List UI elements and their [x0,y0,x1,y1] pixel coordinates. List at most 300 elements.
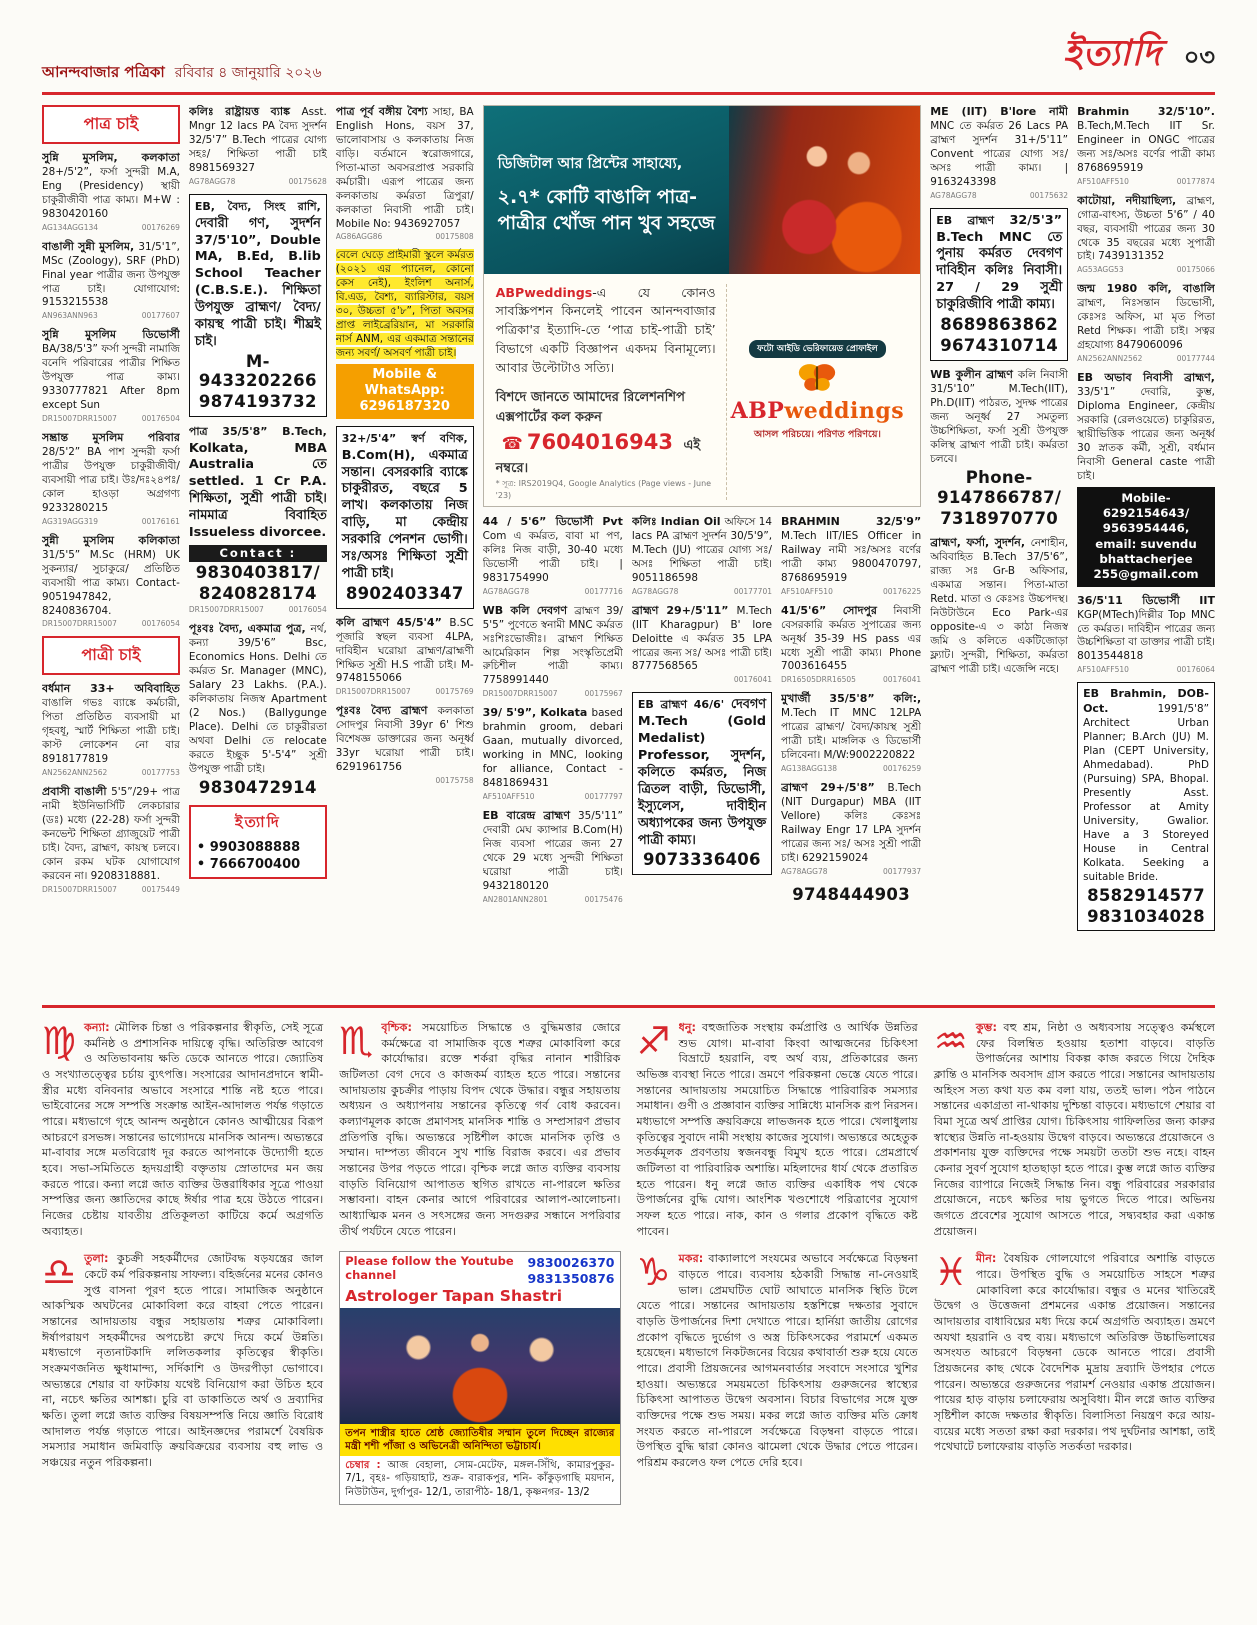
ad-body: 5'5”/29+ পাত্র নামী ইউনিভার্সিটি লেকচারার (ডঃ) মধ্যে (22-28) ফর্সা সুন্দরী কনভেন্ট শিক্ষিতা গ্র্যাজুয়েট পাত্রী চাই। বৈদ্য, ব্রাহ্মণ, কায়স্থ চলবে। কোন রকম ঘটক যোগাযোগ করবেন না। 9208318881. [42,786,180,882]
ad-text [930,105,1068,190]
section-header: পাত্রী চাই [42,636,180,675]
ad-headline: পূঃবঃ বৈদ্য, একমাত্র পুত্র, [188,622,311,636]
abp-wordmark [731,398,905,424]
ad-headline: 44 / 5'6” ডিভোর্সী Pvt [482,515,623,528]
classified-ad [483,706,623,802]
ad-code [1077,177,1215,187]
ad-text [1077,594,1215,665]
chamber-list: আজ বেহালা, সোম-মেটেফ, মঙ্গল-সিঁথি, কামারপুকুর- 7/1, বৃহঃ- গড়িয়াহাট, শুক্র- বারাকপুর, শনি- কাঁকুড়গাছি ময়দান, নিউটাউন, দুর্গাপুর- 12/1, তারাপীঠ- 18/1, কৃষ্ণনগর- 13/2 [345,1460,615,1498]
ad-body: 28/5'2” BA পাশ সুন্দরী ফর্সা পাত্রীর উপযুক্ত চাকুরীজীবী/ব্যবসায়ী পাত্র চাই। উঃ/দঃ২৪পঃ/কোল হাওড়া অগ্রগণ্য 9233280215 [42,446,180,514]
ad-body: 31/5'1”, MSc (Zoology), SRF (PhD) Final year পাত্রীর জন্য উপযুক্ত পাত্র চাই। যোগাযোগ: 9153215538 [42,240,180,309]
masthead-right [1063,26,1215,86]
contact-line: email: suvendu [1095,536,1197,551]
horoscope-aquarius [934,1020,1215,1239]
ad-code [483,689,623,699]
horoscope-scorpio [339,1020,620,1239]
ad-code-left: DR15007DRR15007 [188,605,264,615]
ad-code-left: DR15007DRR15007 [335,687,411,697]
ad-headline: 32+/5'4” স্বর্ণ বণিক, [341,431,468,445]
classified-ad [336,249,474,418]
ad-code [336,776,474,786]
ad-code-left: AG138AGG138 [781,764,838,774]
ad-code-right: 00175967 [584,689,623,699]
ad-code-left: AN2562ANN2562 [42,768,108,778]
ad-code-left: AG53AGG53 [1077,265,1124,275]
ad-code-right: 00177753 [141,768,180,778]
sign-name-sagittarius: ধনু: [678,1021,696,1034]
abp-ad-top [484,106,921,274]
ad-code-right: 00177607 [141,311,180,321]
ad-code-left: AG134AGG134 [42,222,99,232]
ad-code-right: 00176041 [733,675,773,685]
ad-body: based brahmin groom, debari Gaan, mutually divorced, working in MNC, looking for alliance, Contact - 8481869431 [482,707,623,790]
virgo-icon: ♍ [42,1019,77,1063]
ad-text [42,431,180,516]
classified-ad [42,682,180,778]
horoscope-virgo [42,1020,323,1239]
ad-text [342,431,468,583]
ad-body: 33/5'1” দেবারি, কুম্ভ, Diploma Engineer, কেন্দ্রীয় সরকারি (রেলওয়েতে) চাকুরিরত, স্থায়ীভিত্তিক পাত্রের জন্য অনূর্ধ্ব 30 স্নাতক কর্মী, সুশ্রী, বর্ধমান নিবাসী General caste পাত্রী চাই। [1077,386,1215,482]
masthead [42,26,1215,95]
horoscope-capricorn [637,1251,918,1470]
ad-code-right: 00177701 [733,586,773,596]
abp-headline-line1: ডিজিটাল আর প্রিন্টের সাহায্যে, [497,156,683,173]
forecast-sagittarius: বহুজাতিক সংস্থায় কর্মপ্রাপ্তি ও আর্থিক উন্নতির শুভ যোগ। মা-বাবা কিংবা আত্মজনের চিকিৎসা বিভ্রাটে হয়রানি, বহু অর্থ ব্যয়, প্রতিকারের জন্য অভিজ্ঞ ব্যবস্থা নিতে পারে। ভ্রমণে পরিকল্পনা ভেস্তে যেতে পারে। সন্তানের আদায়তায় সময়োচিত সিদ্ধান্তে পারিবারিক সমস্যার সমাধান। গুণী ও প্রজ্ঞাবান ব্যক্তির সান্নিধ্যে মানসিক রূপ নিরসন। মধ্যভাগে সম্পত্তি ক্রয়বিক্রয়ে লাভজনক হতে পারে। খেলাধুলায় কৃতিত্বের সুবাদে নামী সংস্থায় কাজের সুযোগ। অভ্যন্তরে অহেতুক সতর্কমূলক প্রবণতায় স্বজনবন্ধু বিমুখ হতে পারে। প্রেমপ্রার্থে জটিলতা বা পারিবারিক অশান্তি। মহিলাদের ধার্য থেকে প্রতারিত হতে পারেন। ধনু লগ্নে জাত ব্যক্তির একাধিক পথ থেকে উপার্জনের বুদ্ধি যোগ। আংশিক খণ্ডশোধে পরিত্রাণের সুযোগ সফল হতে পারে। নাক, কান ও গলার প্রকোপ বৃদ্ধিতে কষ্ট পাবেন। [636,1021,918,1238]
ad-body: 28+/5'2”, ফর্সা সুন্দরী M.A, Eng (Presidency) স্থায়ী চাকুরীজীবী পাত্র কাম্য। M+W : 9830420160 [42,165,180,220]
ad-headline: EB অভাব নিবাসী ব্রাহ্মণ, [1077,371,1215,385]
ad-code-left: AG78AGG78 [930,190,977,200]
ad-body: দেবগণ M.Tech (Gold Medalist) Professor, সুদর্শন, কলিতে কর্মরত, নিজ ত্রিতল বাড়ী, ডিভোর্সী, ইস্যুলেস, দাবীহীন অধ্যাপকের জন্য উপযুক্ত পাত্রী কাম্য। [637,697,767,848]
classified-ad [632,515,772,597]
classified-column-7 [930,105,1068,993]
classified-ad [781,692,921,774]
ad-headline: 36/5'11 ডিভোর্সী IIT [1077,593,1215,607]
ad-text [1077,194,1215,265]
abp-ad-copy [496,284,716,500]
sign-name-pisces: মীন: [975,1252,997,1266]
ad-text [1077,282,1215,353]
ad-code-right: 00175628 [288,176,327,186]
phone-number: 9830403817/ [195,563,320,583]
youtube-channel-name: Astrologer Tapan Shastri [345,1286,563,1305]
ad-code-right: 00177874 [1176,176,1215,186]
ad-headline: বাঙালী সুন্নী মুসলিম, [42,239,139,253]
ad-code [1077,665,1215,675]
ad-headline: ME (IIT) B'lore নামী [930,105,1069,118]
abp-headline-line2: ২.৭* কোটি বাঙালি পাত্র-পাত্রীর খোঁজ পান খুব সহজে [497,186,716,234]
ad-body: বাঙালি গভঃ ব্যাঙ্কে কর্মচারী, পিতা প্রতিষ্ঠিত ব্যবসায়ী মা গৃহবধূ, স্মার্ট শিক্ষিতা পাত্রী চাই। কাস্ট লোকেশন নো বার 8918177819 [42,697,180,766]
ad-code [632,675,772,685]
classified-ad [781,515,921,597]
ad-code-left: AN2562ANN2562 [1077,354,1143,364]
ad-text [781,604,921,675]
phone-number: 9674310714 [940,335,1059,355]
ad-body: সাহা, BA English Hons, বয়স 37, ভালোবাসায় ও কলকাতায় নিজ বাড়ি। বর্তমানে স্বরোজগারে, পিতা-মাতা অবসরপ্রাপ্ত সরকারি কর্মচারী। এরূপ পাত্রের জন্য কলকাতায় কর্মরতা ত্রিপুরা/কলকাতা নিবাসী পাত্রী চাই। Mobile No: 9436927057 [335,106,474,230]
contact-line: 6296187320 [359,399,450,415]
ad-body: কলি নিবাসী 31/5'10” M.Tech(IIT), Ph.D(IIT) পাঠরত, সুদক্ষ পাত্রের জন্য অনূর্ধ্ব 27 সমতুল্য উচ্চশিক্ষিতা, ফর্সা সুশ্রী উপযুক্ত কলিস্থ ব্রাহ্মণ পাত্রী চাই। কর্মরতা চলবে। [930,368,1069,465]
ad-text [930,536,1068,676]
ad-code [42,223,180,233]
ad-body: 31/5'5” M.Sc (HRM) UK সুকন্যার/ সুচাকুরে/ প্রতিষ্ঠিত ব্যবসায়ী পাত্র কাম্য। Contact- 9051947842, 8240836704. [42,548,180,617]
phone-number: 9147866787/ [937,488,1062,508]
ad-headline: EB Brahmin, DOB- Oct. [1083,687,1209,716]
ad-headline: ব্রাহ্মণ 29+/5'11” [631,603,737,617]
astrologer-phones [528,1255,615,1286]
forecast-virgo: মৌলিক চিন্তা ও পরিকল্পনার স্বীকৃতি, সেই সূত্রে কর্মনিষ্ঠ ও প্রশাসনিক দায়িত্বে বৃদ্ধি। অতিরিক্ত আবেগ ও অতিভাবনায় ক্ষতি ডেকে আনতে পারে। জ্যোতিষ ও সংখ্যাতত্ত্বের চর্চায় ব্যুৎপত্তি। সংসারের আদানপ্রদানে স্বামী-স্ত্রীর মধ্যে বনিবনার অভাবে সংসারে শান্তি নষ্ট হতে পারে। ভাইবোনের সঙ্গে সম্পত্তি সংক্রান্ত আইন-আদালত পর্যন্ত গড়াতে পারে। মধ্যভাগে গৃহে আনন্দ অনুষ্ঠানে কোনও আত্মীয়ের বিরূপ আচরণে রসভঙ্গ। সন্তানের ভাগ্যোদয়ে মানসিক আনন্দ। অভ্যন্তরে মা-বাবার সঙ্গে মতবিরোধ দূর করতে আপনাকে উদ্যোগী হতে হবে। সভা-সমিতিতে হৃদয়গ্রাহী বক্তৃতায় স্রোতাদের মন জয় করতে পারে। কন্যা লগ্নে জাত ব্যক্তির উত্তরাধিকার সূত্রে পাওয়া সম্পত্তির জন্য জ্ঞাতিদের কাছে ঈর্ষার পাত্র হয়ে উঠতে পারেন। নিজের চেষ্টায় যাবতীয় প্রতিকূলতা কাটিয়ে কর্মে অগ্রগতি অব্যাহত। [42,1021,324,1238]
ad-code [42,619,180,629]
contact-line: WhatsApp: [364,383,445,399]
butterfly-icon [794,362,840,394]
ad-text [483,515,623,586]
classified-ad [336,426,474,609]
ad-text [195,199,321,351]
classified-ad [632,692,772,875]
ad-text [42,682,180,767]
phone-number: 8582914577 [1087,885,1205,905]
classified-ad [42,328,180,424]
classified-ad [781,884,921,905]
abp-helpline [502,430,673,454]
ad-code-left: AG78AGG78 [188,176,236,186]
ad-body: নেশাহীন, অবিবাহিত B.Tech 37/5'6”, রাজ্য সঃ Gr-B অফিসার, একমাত্র সন্তান। পিতা-মাতা Retd. মাতা ও কেঃসঃ উচ্চপদস্থ। নিউটাউনে Eco Park-এর opposite-এ ৩ কাঠা নিজস্ব জমি ও কলিতে একটিজোড়া ফ্ল্যাট। সুন্দরী, শিক্ষিতা, কর্মরতা ব্রাহ্মণ পাত্রী চাই। এজেন্সি নহে। [930,537,1069,675]
libra-icon: ♎ [42,1250,77,1295]
ad-code-right: 00176064 [1176,665,1215,675]
astrologer-phone-1: 9830026370 [527,1255,615,1271]
classified-ad [189,622,327,797]
newspaper-name: আনন্দবাজার পত্রিকা [42,63,165,81]
abp-tagline: আসল পরিচয়ে। পরিণত পরিণয়ে। [753,429,881,441]
abp-call-to-action [496,388,716,478]
ad-body: ব্রাহ্মণ, নিঃসন্তান ডিভোর্সী, কেঃসঃ অফিস, মা মৃত পিতা Retd শিক্ষক। পাত্রী চাই। সত্বর গ্রহযোগ্য 8479060096 [1077,297,1215,352]
abp-body-rest: -এ যে কোনও সাবস্ক্রিপশন কিনলেই পাবেন আনন্দবাজার পত্রিকা'র ইত্যাদি-তে ‘পাত্র চাই-পাত্রী চাই’ বিভাগে একটি বিজ্ঞাপন একদম বিনামূল্যে। আবার উল্টোটাও সত্যি। [495,284,716,376]
ad-code [483,587,623,597]
ad-code [781,867,921,877]
classified-ad [42,240,180,322]
ad-code-left: DR16505DRR16505 [781,675,856,685]
classified-ad [189,194,327,417]
center-sub-columns [483,515,922,993]
ad-text [42,151,180,222]
ad-code-right: 00176504 [141,414,180,424]
ad-headline: ব্রাহ্মণ 29+/5'8” [781,781,888,795]
youtube-ad-header [340,1252,619,1286]
ad-code-left: DR15007DRR15007 [482,689,558,699]
masthead-left [42,61,322,86]
ad-headline: বর্ধমান 33+ অবিবাহিত [42,682,180,696]
award-ceremony-photo [340,1308,619,1424]
ad-body: M.Tech (IIT Kharagpur) B' lore Deloitte এ কর্মরত 35 LPA পাত্রের জন্য সঃ/ অসঃ পাত্রী চাই। 8777568565 [631,604,773,673]
aquarius-icon: ♒ [933,1019,968,1063]
ad-headline: ব্রাহ্মণ, ফর্সা, সুদর্শন, [930,536,1031,550]
contact-box [1077,487,1215,587]
contact-line: 9563954446, [1102,521,1190,536]
ad-code-right: 00176054 [288,605,327,615]
abp-cta-tail: এই নম্বরে। [495,438,701,476]
ad-text [483,809,623,894]
ad-code-left: AF510AFF510 [1077,176,1129,186]
ad-text [781,692,921,763]
ad-code-right: 00176161 [141,516,180,526]
ad-body: ব্রাহ্মণ 39/ 5'5” পুণেতে স্বনামী MNC কর্মরত সঃশিঃভোজীঃ। ব্রাহ্মণ শিক্ষিত আমেরিকান শিল্প সংস্কৃতিপ্রেমী রুচিশীল পাত্রী কাম্য। 7758991440 [482,604,623,687]
classified-ad [42,785,180,895]
classified-ad [189,424,327,616]
phone-number: 8689863862 [940,315,1059,335]
photo-caption: তপন শাস্ত্রীর হাতে শ্রেষ্ঠ জ্যোতিষীর সম্মান তুলে দিচ্ছেন রাজ্যের মন্ত্রী শশী পাঁজা ও অভিনেত্রী অনিন্দিতা ভট্টাচার্য। [340,1424,619,1457]
ad-headline: প্রবাসী বাঙালী [42,785,112,799]
abp-cta-line2: এক্সপার্টের কল করুন [495,409,602,425]
ad-headline: সম্ভ্রান্ত মুসলিম পরিবার [42,431,180,445]
ad-body: ব্রাহ্মণ, গোত্র-বাৎস্য, উচ্চতা 5'6” / 40 বছর, ব্যবসায়ী পাত্রের জন্য 30 থেকে 35 বছরের মধ্যে সুপাত্রী চাই। 7439131352 [1077,194,1215,263]
forecast-aquarius: বহু শ্রম, নিষ্ঠা ও অধ্যবসায় সত্ত্বেও কর্মস্থলে ফের বিলম্বিত হওয়ায় হতাশা বাড়বে। বাড়তি উপার্জনের আশায় বিকল্প কাজ করতে গিয়ে দৈহিক ক্লান্তি ও মানসিক অবসাদ গ্রাস করতে পারে। সন্তানের আদায়তায় অহিংস সত্য কথা যত কম বলা যায়, ততই ভাল। পঠন পাঠনে সন্তানের একাগ্রতা না-থাকায় দুশ্চিন্তা বাড়বে। মধ্যভাগে শেয়ার বা বিমা সূত্রে অর্থ প্রাপ্তির যোগ। চিকিৎসায় গাফিলতির জন্য কারুর স্বাস্থ্যের উন্নতি না-হওয়ায় উদ্বেগ বাড়বে। অভ্যন্তরে প্রয়োজনে ও প্রকাশনায় যুক্ত ব্যক্তিদের পক্ষে সময়টা ততটা শুভ নহে। বাহন কেনার সুবর্ণ সুযোগ হাতছাড়া হতে পারে। কুম্ভ লগ্নে জাত ব্যক্তির নিজের ব্যাপারে নিজেই সিদ্ধান্ত নিন। বন্ধু পরিবারের সরকারার প্রয়োজনে, নচেৎ ক্ষতির দায় ভুগতে দিতে পারে। অভিনয় জগতে প্রবেশের সুযোগ আসতে পারে, সদ্ব্যবহার করা একান্ত প্রয়োজন। [933,1021,1215,1238]
ad-code [632,587,772,597]
ad-text [189,424,327,542]
classified-ad [781,781,921,877]
youtube-follow-line: Please follow the Youtube channel [345,1254,514,1283]
ad-code [189,605,327,615]
edition-date: রবিবার ৪ জানুয়ারি ২০২৬ [174,65,322,81]
ad-code-left: AG86AGG86 [335,232,383,242]
ad-body: B.Tech (NIT Durgapur) MBA (IIT Vellore) কলিঃ কেঃসঃ Railway Engr 17 LPA সুদর্শন পাত্রের জন্য সঃ/ অসঃ সুশ্রী পাত্রী চাই। 6292159024 [781,782,922,864]
pisces-icon: ♓ [933,1250,968,1295]
contact-line: Mobile- [1121,490,1171,505]
sagittarius-icon: ♐ [636,1019,671,1063]
ad-code-left: AF510AFF510 [781,586,833,596]
ad-code-left: DR15007DRR15007 [42,884,117,894]
ad-headline: EB বারেন্দ্র ব্রাহ্মণ [482,809,579,823]
ad-code [483,895,623,905]
ad-code-left: AN2801ANN2801 [482,894,548,904]
ad-text [1083,687,1209,884]
ad-body: Com এ কর্মরত, বাবা মা পণ, কলিঃ নিজ বাড়ী, 30-40 মধ্যে ডিভোর্সী পাত্রী চাই। | 9831754990 [482,529,623,584]
classified-ad [336,616,474,698]
ad-headline: পাত্র 35/5'8” B.Tech, [188,424,327,438]
phone-number: 9748444903 [792,884,910,904]
ad-headline: কলিঃ রাষ্ট্রায়ত্ত ব্যাঙ্ক [188,105,302,118]
ad-text [483,604,623,689]
ad-code-left: AG319AGG319 [42,516,99,526]
ad-code [42,517,180,527]
ad-text [42,785,180,884]
ad-code [930,191,1068,201]
abp-cta-line1: বিশদে জানতে আমাদের রিলেশনশিপ [495,390,685,405]
abp-wordmark-abp: ABP [730,398,785,425]
classified-column-6 [781,515,921,993]
ad-text [189,105,327,176]
ad-code [336,687,474,697]
ad-text [1077,105,1215,176]
classifieds-area [42,105,1215,993]
phone-number: 9830472914 [198,777,317,797]
wedding-couple-photo [729,106,920,274]
ad-headline: Brahmin 32/5'10”. [1077,105,1215,118]
abp-weddings-logo [726,284,909,500]
ad-text [42,328,180,413]
ad-code [42,768,180,778]
classified-ad [336,105,474,242]
ad-code-right: 00175808 [435,232,474,242]
ityadi-contact-box [189,805,327,879]
ad-body: Asst. Mngr 12 lacs PA বৈদ্য সুদর্শন 32/5'7” B.Tech পাত্রের যোগ্য সহঃ/ শিক্ষিতা পাত্রী চাই 8981569327 [188,106,327,174]
ad-text [632,515,772,586]
ityadi-title: ইত্যাদি [234,812,281,831]
ad-code [1077,354,1215,364]
classified-ad [42,151,180,233]
ad-code-right: 00175632 [1029,190,1069,200]
classified-ad [483,809,623,905]
classified-column-4 [483,515,623,993]
ad-headline: WB কুলীন ব্রাহ্মণ [930,367,1018,381]
verified-badge: ফটো আইডি ভেরিফায়েড প্রোফাইল [749,340,886,358]
contact-label: Contact : [189,545,327,562]
horoscope-sagittarius [637,1020,918,1239]
page-number: ০৩ [1183,43,1215,71]
telephone-icon: ☎ [501,434,523,454]
ad-headline: পাত্র পূর্ব বঙ্গীয় বৈশ্য [335,105,433,118]
ad-body: কলকাতা সোদপুর নিবাসী 39yr 6' শিশু বিশেষজ্ঞ ডাক্তারের জন্য অনূর্ধ্ব 33yr ঘরোয়া পাত্রী চাই। 6291961756 [335,705,474,774]
sign-name-scorpio: বৃশ্চিক: [381,1021,412,1034]
sign-name-virgo: কন্যা: [84,1021,110,1034]
contact-line: 6292154643/ [1102,506,1190,521]
contact-line: bhattacherjee [1099,552,1193,567]
ad-text [42,534,180,619]
ad-code-left: AG78AGG78 [631,586,679,596]
chamber-label: চেম্বার : [345,1460,381,1472]
ad-text [781,781,921,866]
classified-ad [930,105,1068,201]
abp-footnote: * সূত্র: IRS2019Q4, Google Analytics (Page views - June '23) [495,479,712,500]
ad-text [632,604,772,675]
ad-code [781,675,921,685]
classified-ad [1077,105,1215,187]
classified-ad [1077,194,1215,276]
ad-headline: কলিঃ Indian Oil [631,515,725,528]
contact-line: 255@gmail.com [1093,567,1199,582]
ad-body: 32/5'3” B.Tech MNC তে পুনায় কর্মরত দেবগণ দাবিহীন কলিঃ নিবাসী। 27 / 29 সুশ্রী চাকুরিজীবি পাত্রী কাম্য। [936,212,1063,313]
phone-number: 8240828174 [198,584,317,604]
classified-ad [189,105,327,187]
classified-ad [930,368,1068,529]
ad-body: BA/38/5'3” ফর্সা সুন্দরী নামাজি বনেদি পরিবারের পাত্রীর শিক্ষিত উপযুক্ত পাত্র কাম্য। 9330777821 After 8pm except Sun [42,343,180,412]
classified-ad [336,704,474,786]
ad-headline: কাটোয়া, নদীয়াছিল্য, [1077,193,1187,207]
classified-ad [930,536,1068,676]
classified-ad [930,208,1068,361]
abp-weddings-ad [483,105,922,507]
horoscope-column-2 [339,1020,620,1505]
ad-code-right: 00175476 [584,894,623,904]
sign-name-capricorn: মকর: [678,1252,704,1266]
section-title: ইত্যাদি [1062,32,1162,74]
phone-number: Phone- [965,467,1033,487]
abp-ad-bottom [484,274,921,506]
ad-headline: পূঃবঃ বৈদ্য ব্রাহ্মণ [335,704,438,718]
ad-body: বেলে ঘেড়ে প্রাইমারী স্কুলে কর্মরত (২০২১ এর প্যানেল, কোনো কেস নেই), ইংলিশ অনার্স, বি.এড, বৈশ্য, ব্যারিস্টার, বয়স ৩০, উচ্চতা ৫'৮”, পিতা অবসর প্রাপ্ত লাইব্রেরিয়ান, মা সরকারি নার্স ANM, এর একমাত্র সন্তানের জন্য সবর্ণ/ অসবর্ণ পাত্রী চাই। [335,249,474,360]
classified-ad [1077,682,1215,931]
ad-headline: 39/ 5'9”, Kolkata [482,706,592,720]
ad-code-right: 00177797 [584,792,623,802]
sign-name-libra: তুলা: [84,1252,109,1266]
ad-code-right: 00175769 [435,687,474,697]
ad-text [336,105,474,231]
ad-code-right: 00177744 [1176,354,1215,364]
ad-body: 1991/5'8” Architect Urban Planner; B.Arch (JU) M. Plan (CEPT University, Ahmedabad). PhD (Pursuing) SPA, Bhopal. Presently Asst. Professor at Amity University, Gwalior. Have a 3 Storeyed House in Central Kolkata. Seeking a suitable Bride. [1083,703,1209,883]
ad-code [483,792,623,802]
ad-code [42,414,180,424]
contact-line: Mobile & [372,366,438,382]
ad-code [42,311,180,321]
ad-text [638,697,766,849]
phone-number: M- 9433202266 [198,351,317,390]
ad-text [781,515,921,586]
ad-headline: সুন্নি মুসলিম, কলকাতা [42,151,180,164]
ad-code-right: 00177937 [883,866,922,876]
horoscope-libra [42,1251,323,1470]
abp-wordmark-weddings: weddings [784,398,905,425]
classified-column-2 [189,105,327,993]
horoscope-section [42,1005,1215,1505]
ad-headline: BRAHMIN 32/5'9” [781,515,922,528]
ad-code-left: AN963ANN963 [42,311,98,321]
whatsapp-contact-box [336,364,474,419]
ad-code-left: DR15007DRR15007 [42,414,117,424]
ad-code-right: 00177716 [584,586,623,596]
ad-text [336,249,474,361]
phone-number: 9874193732 [198,391,317,411]
ad-body: KGP(MTech)দিল্লীর Top MNC তে কর্মরত। দাবিহীন পাত্রের জন্য উচ্চশিক্ষিতা বা ডাক্তার পাত্রী চাই। 8013544818 [1077,608,1215,663]
classified-ad [483,604,623,700]
ad-code-right: 00175758 [435,776,474,786]
ad-code [42,885,180,895]
chamber-schedule [340,1456,619,1504]
phone-number: 8902403347 [345,583,464,603]
phone-number: 9831034028 [1087,906,1205,926]
horoscope-column-4 [934,1020,1215,1505]
ad-text [1077,371,1215,484]
ad-code-left: AF510AFF510 [482,792,535,802]
forecast-libra: কুচক্রী সহকর্মীদের জোটবদ্ধ ষড়যন্ত্রের জাল কেটে কর্ম পরিকল্পনায় সাফল্য। বহির্জনের মনের কোনও সুপ্ত বাসনা পূরণ হতে পারে। সামাজিক অনুষ্ঠানে আকস্মিক অঘটনের মোকাবিলা করে বাহবা পেতে পারেন। সন্তানের আদায়তায় বন্ধুর সহায়তায় শত্রুর মোকাবিলা। ঈর্ষাপরায়ণ সহকর্মীদের অপচেষ্টা রুখে দিয়ে কর্মে উন্নতি। মধ্যভাগে নৃত্যনাটকাদি ললিতকলার কৃতিত্বের স্বীকৃতি। সংক্রমণজনিত ক্ষুধামান্দ্য, সর্দিকাশি ও উদরপীড়া ভোগাবে। অভ্যন্তরে শেয়ার বা ফাটকায় যথেষ্ট বিনিয়োগ করা উচিত হবে না, নচেৎ ক্ষতির আশঙ্কা। চুরি বা ডাকাতিতে অর্থ ও দ্রব্যাদির ক্ষতি। তুলা লগ্নে জাত ব্যক্তির বিষয়সম্পত্তি নিয়ে জ্ঞাতি বিরোধ আদালত পর্যন্ত গড়াতে পারে। আইনজ্ঞদের পরামর্শে বৈষয়িক সমস্যার সমাধান জমিবাড়ি ক্রয়বিক্রয়ের ব্যবসায় বহু লাভ ও সঞ্চয়ের নতুন পরিকল্পনা। [42,1252,324,1470]
ad-code-right: 00176041 [883,675,922,685]
abp-helpline-number: 7604016943 [526,430,673,454]
classified-ad [42,534,180,630]
ad-code-right: 00176225 [883,586,922,596]
abp-headline-block [484,106,730,274]
classified-ad [483,515,623,597]
ad-code-left: AG78AGG78 [781,866,828,876]
classified-column-1 [42,105,180,993]
ad-body: M.Tech IIT/IES Officer in Railway নামী সঃ/অসঃ বর্ণের পাত্রী কাম্য 9800470797, 8768695919 [781,529,922,584]
ad-headline: WB কলি দেবগণ [482,603,575,617]
scorpio-icon: ♏ [339,1019,374,1063]
forecast-capricorn: বাক্যালাপে সংযমের অভাবে সর্বক্ষেত্রে বিড়ম্বনা বাড়তে পারে। ব্যবসায় হঠকারী সিদ্ধান্ত না-নেওয়াই ভাল। প্রেমঘটিত ঘোট আঘাতে মানসিক স্থিতি টলে যেতে পারে। সন্তানের আদায়তায় হস্তশিল্পে দক্ষতার সুবাদে বাড়তি উপার্জনের দিশা দেখাতে পারে। হার্নিয়া জাতীয় রোগের প্রকোপ বৃদ্ধিতে দুর্ভোগ ও অস্ত্র চিকিৎসকের পরামর্শে একমত হয়েছেন। মধ্যভাগে নিকটজনের বিয়ের কথাবার্তা শুরু হয়ে যেতে পারে। প্রবাসী প্রিয়জনের আগমনবার্তার সংবাদে সংসারে খুশির হাওয়া। অভ্যন্তরে সময়মতো চিকিৎসায় গুরুজনের স্বাস্থ্যের চিকিৎসা আপাতত উদ্বেগ অবসান। বিচার বিভাগের সঙ্গে যুক্ত ব্যক্তিদের পক্ষে শুভ সময়। মকর লগ্নে জাত ব্যক্তির মতি ক্রোধ সংযত করতে না-পারলে সর্বক্ষেত্রে বিড়ম্বনা বাড়তে পারে। উপস্থিত বুদ্ধি দ্বারা কোনও ঝামেলা থেকে উদ্ধার পেতে পারেন। পরিশ্রম করলেও ফল পেতে দেরি হবে। [636,1252,918,1470]
forecast-pisces: বৈষয়িক গোলযোগে পরিবারে অশান্তি বাড়তে পারে। উপস্থিত বুদ্ধি ও সময়োচিত সাহসে শত্রুর মোকাবিলা করে কার্যোদ্ধার। বন্ধুর ও মনের খাতিরেই উদ্বেগ ও উত্তেজনা প্রশমনের একান্ত প্রয়োজন। সন্তানের আদায়তার বাধাবিঘ্নের মধ্য দিয়ে কর্মে অগ্রগতি অব্যাহত। ভ্রমণে অযথা হয়রানি ও বহু ব্যয়। মধ্যভাগে অতিরিক্ত উচ্চাভিলাষের অসংযত আচরণে বিড়ম্বনা ডেকে আনতে পারে। প্রবাসী প্রিয়জনের কাছ থেকে বৈদেশিক মুদ্রায় দ্রব্যাদি উপহার পেতে পারেন। অভ্যন্তরে গুরুজনের পরামর্শ নেওয়ার একান্ত প্রয়োজন। পায়ের হাড় বাড়ায় চলাফেরায় অসুবিধা। মীন লগ্নে জাত ব্যক্তির সৃষ্টিশীল কাজে দক্ষতার স্বীকৃতি। বিলাসিতা নিয়ন্ত্রণ করে আয়-ব্যয়ের মধ্যে সততা রক্ষা করা দরকার। পথ দুর্ঘটনার আশঙ্কা, তাই পথেঘাটে চলাফেরায় বাড়তি সতর্কতা দরকার। [933,1252,1215,1454]
ad-code-right: 00175449 [141,884,180,894]
abp-body-text [496,284,716,378]
classified-column-5 [632,515,772,993]
section-header: পাত্র চাই [42,105,180,144]
ad-text [336,704,474,775]
ad-headline: জন্ম 1980 কলি, বাঙালি [1077,282,1215,296]
ad-headline: EB, বৈদ্য, সিংহ রাশি, [194,199,321,213]
ad-body: M.Tech IT MNC 12LPA পাত্রের ব্রাহ্মণ/ বৈদ্য/কায়স্থ সুশ্রী পাত্রী চাই। মাঙ্গলিক ও ডিভোর্সী চলিবেনা। M/W:9002220822 [781,707,922,762]
ad-headline: EB ব্রাহ্মণ [936,213,1010,227]
ad-text [483,706,623,791]
ad-text [189,622,327,776]
ad-body: MNC তে কর্মরত 26 Lacs PA ব্রাহ্মণ সুদর্শন 31+/5'11” Convent পাত্রের যোগ্য সঃ/অসঃ পাত্রী কাম্য। | 9163243398 [930,119,1069,188]
horoscope-column-1 [42,1020,323,1505]
ad-body: B.Com(H), একমাত্র সন্তান। বেসরকারি ব্যাঙ্কে চাকুরীরত, বছরে 5 লাখ। কলকাতায় নিজ বাড়ি, মা কেন্দ্রীয় সরকারি পেনশন ভোগী। সঃ/অসঃ শিক্ষিতা সুশ্রী পাত্রী চাই। [341,447,468,581]
classified-ad [1077,594,1215,676]
classified-ad [1077,371,1215,586]
